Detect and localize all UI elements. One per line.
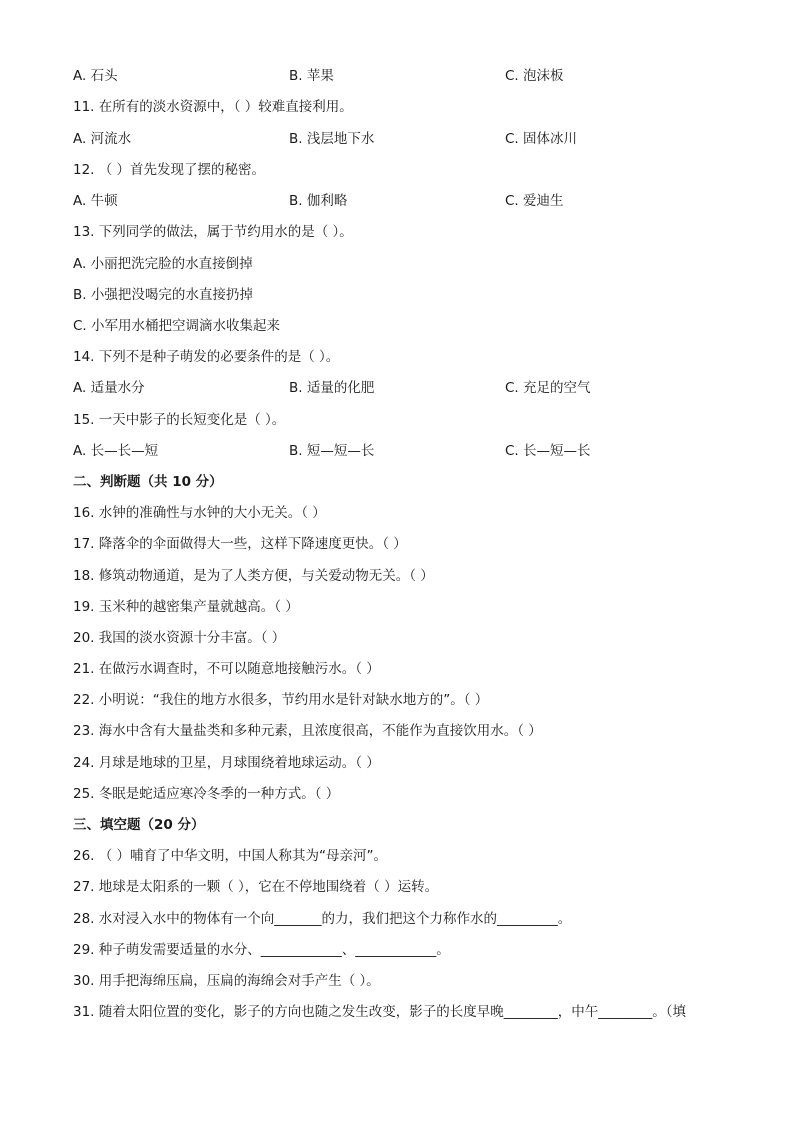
judge-item: 17. 降落伞的伞面做得大一些，这样下降速度更快。（ ）: [73, 536, 407, 552]
fill-item: 31. 随着太阳位置的变化，影子的方向也随之发生改变，影子的长度早晚________，中午________。（填: [73, 1004, 687, 1020]
fill-item: 27. 地球是太阳系的一颗（ ），它在不停地围绕着（ ）运转。: [73, 879, 439, 895]
section-judge-title: 二、判断题（共 10 分）: [73, 474, 223, 490]
judge-item: 23. 海水中含有大量盐类和多种元素，且浓度很高，不能作为直接饮用水。（ ）: [73, 723, 542, 739]
judge-item: 21. 在做污水调查时，不可以随意地接触污水。（ ）: [73, 661, 380, 677]
q14-stem: 14. 下列不是种子萌发的必要条件的是（ ）。: [73, 349, 340, 365]
judge-item: 18. 修筑动物通道，是为了人类方便，与关爱动物无关。（ ）: [73, 568, 434, 584]
q11-option-b: B. 浅层地下水: [289, 131, 375, 147]
q12-options: [73, 190, 773, 212]
judge-item: 16. 水钟的准确性与水钟的大小无关。（ ）: [73, 505, 326, 521]
fill-item: 26. （ ）哺育了中华文明，中国人称其为“母亲河”。: [73, 848, 388, 864]
q10-option-b: B. 苹果: [289, 68, 334, 84]
q13-option-b: B. 小强把没喝完的水直接扔掉: [73, 287, 253, 303]
q15-stem: 15. 一天中影子的长短变化是（ ）。: [73, 412, 286, 428]
q15-option-b: B. 短—短—长: [289, 443, 375, 459]
q13-stem: 13. 下列同学的做法，属于节约用水的是（ ）。: [73, 224, 353, 240]
judge-item: 20. 我国的淡水资源十分丰富。（ ）: [73, 630, 286, 646]
q14-option-c: C. 充足的空气: [505, 380, 591, 396]
fill-item: 29. 种子萌发需要适量的水分、____________、____________。: [73, 942, 450, 958]
q12-option-c: C. 爱迪生: [505, 193, 564, 209]
section-fill-title: 三、填空题（20 分）: [73, 817, 205, 833]
q14-option-a: A. 适量水分: [73, 380, 145, 396]
q12-stem: 12. （ ）首先发现了摆的秘密。: [73, 162, 266, 178]
q10-option-a: A. 石头: [73, 68, 118, 84]
q13-option-a: A. 小丽把洗完脸的水直接倒掉: [73, 256, 253, 272]
q14-option-b: B. 适量的化肥: [289, 380, 375, 396]
fill-item: 30. 用手把海绵压扁，压扁的海绵会对手产生（ ）。: [73, 973, 380, 989]
q15-option-c: C. 长—短—长: [505, 443, 591, 459]
q11-option-a: A. 河流水: [73, 131, 132, 147]
judge-item: 22. 小明说：“我住的地方水很多，节约用水是针对缺水地方的”。（ ）: [73, 692, 489, 708]
q15-option-a: A. 长—长—短: [73, 443, 159, 459]
q14-options: [73, 377, 773, 399]
fill-item: 28. 水对浸入水中的物体有一个向_______的力，我们把这个力称作水的_________。: [73, 911, 572, 927]
q11-option-c: C. 固体冰川: [505, 131, 578, 147]
q12-option-a: A. 牛顿: [73, 193, 118, 209]
q13-option-c: C. 小军用水桶把空调滴水收集起来: [73, 318, 281, 334]
judge-item: 19. 玉米种的越密集产量就越高。（ ）: [73, 599, 299, 615]
judge-item: 24. 月球是地球的卫星，月球围绕着地球运动。（ ）: [73, 755, 380, 771]
q10-option-c: C. 泡沫板: [505, 68, 564, 84]
q12-option-b: B. 伽利略: [289, 193, 348, 209]
q11-stem: 11. 在所有的淡水资源中，（ ）较难直接利用。: [73, 99, 353, 115]
judge-item: 25. 冬眠是蛇适应寒冷冬季的一种方式。（ ）: [73, 786, 340, 802]
q10-options: [73, 65, 773, 87]
q15-options: [73, 440, 773, 462]
q11-options: [73, 128, 773, 150]
